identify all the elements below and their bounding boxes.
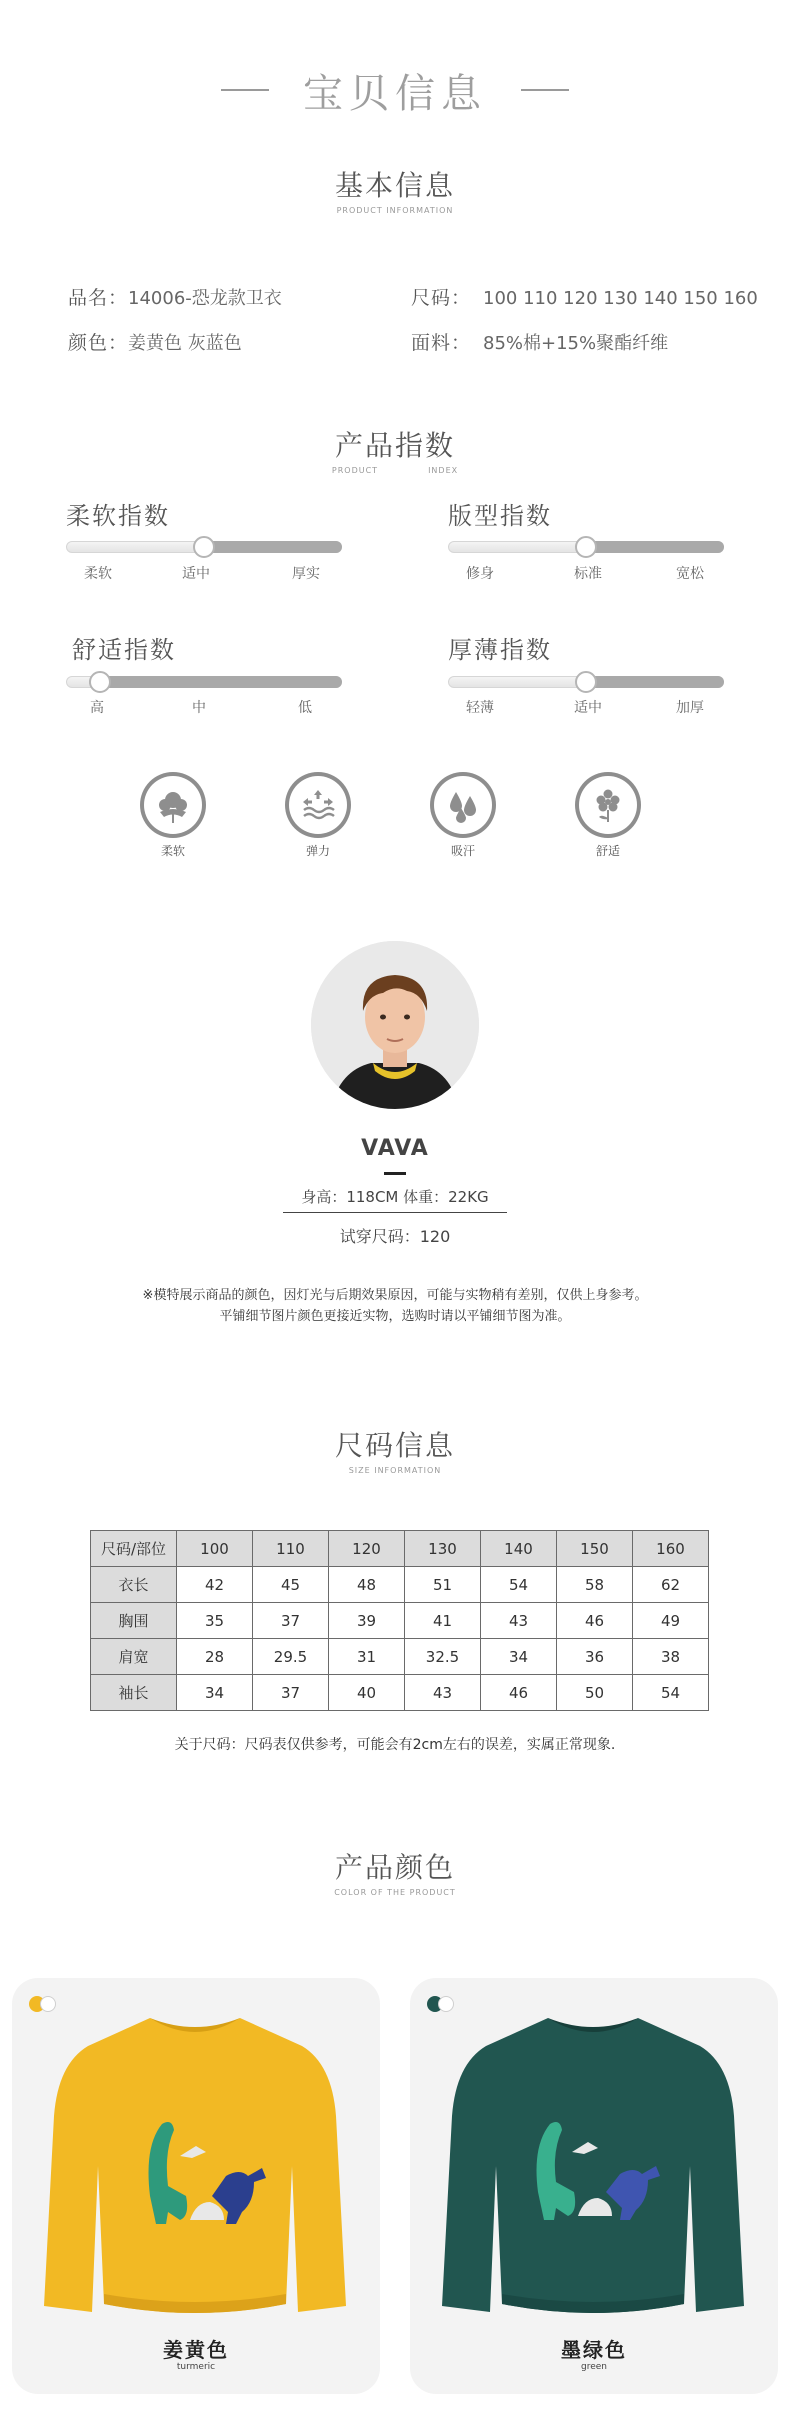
fit-tick-high: 宽松: [676, 566, 704, 582]
softness-tick-mid: 适中: [182, 566, 210, 582]
thickness-slider-knob: [575, 671, 597, 693]
thickness-slider-fill: [586, 676, 724, 688]
table-cell: 46: [481, 1675, 557, 1711]
color-value: 姜黄色 灰蓝色: [128, 333, 242, 354]
color-en-green: green: [581, 2362, 607, 2372]
model-note-2: 平铺细节图片颜色更接近实物，选购时请以平铺细节图为准。: [219, 1309, 571, 1324]
table-row: [91, 1639, 709, 1675]
table-cell: 42: [177, 1567, 253, 1603]
size-table-header-cell: 100: [177, 1531, 253, 1567]
color-label: 颜色：: [68, 332, 129, 354]
table-cell: 36: [557, 1639, 633, 1675]
index-title-en-2: INDEX: [428, 466, 459, 475]
size-label: 尺码：: [411, 287, 472, 309]
feature-sweat-label: 吸汗: [450, 844, 475, 858]
table-cell: 37: [253, 1675, 329, 1711]
table-cell: 41: [405, 1603, 481, 1639]
softness-slider-track: [66, 541, 342, 553]
softness-slider-knob: [193, 536, 215, 558]
model-divider: [283, 1212, 507, 1213]
color-card-green[interactable]: [410, 1978, 778, 2394]
model-name: VAVA: [361, 1136, 429, 1161]
cotton-flower-icon: [140, 772, 206, 838]
table-cell: 衣长: [91, 1567, 177, 1603]
colors-header: [0, 1846, 790, 1897]
fabric-label: 面料：: [411, 332, 472, 354]
fit-slider-knob: [575, 536, 597, 558]
size-value: 100 110 120 130 140 150 160: [483, 288, 758, 309]
model-stats: 身高：118CM 体重：22KG: [301, 1188, 489, 1206]
model-tried-size: 试穿尺码：120: [339, 1227, 451, 1246]
table-cell: 35: [177, 1603, 253, 1639]
size-table-header-cell: 150: [557, 1531, 633, 1567]
size-info-title: 尺码信息: [334, 1429, 455, 1462]
color-name-green: 墨绿色: [561, 2338, 627, 2362]
table-cell: 肩宽: [91, 1639, 177, 1675]
size-table-header-cell: 110: [253, 1531, 329, 1567]
fabric-row: [411, 328, 668, 355]
product-name-label: 品名：: [68, 287, 129, 309]
feature-sweat: [430, 772, 496, 859]
size-table-header-cell: 130: [405, 1531, 481, 1567]
fabric-value: 85%棉+15%聚酯纤维: [483, 333, 669, 354]
color-en-turmeric: turmeric: [176, 2362, 216, 2372]
index-title: 产品指数: [334, 429, 455, 462]
index-header: [0, 424, 790, 475]
title-dash-left: [221, 89, 269, 91]
color-card-turmeric[interactable]: [12, 1978, 380, 2394]
size-table-header-cell: 120: [329, 1531, 405, 1567]
stretch-arrows-icon: [285, 772, 351, 838]
main-title-bar: [0, 60, 790, 120]
table-cell: 34: [177, 1675, 253, 1711]
size-table-header-row: [91, 1531, 709, 1567]
fit-slider-fill: [586, 541, 724, 553]
table-row: [91, 1567, 709, 1603]
thickness-tick-mid: 适中: [574, 700, 602, 716]
feature-comfort: [575, 772, 641, 859]
table-cell: 50: [557, 1675, 633, 1711]
softness-slider-fill: [204, 541, 342, 553]
table-cell: 31: [329, 1639, 405, 1675]
table-cell: 45: [253, 1567, 329, 1603]
comfort-slider-fill: [89, 676, 342, 688]
comfort-tick-low: 低: [298, 700, 312, 716]
index-title-en: [0, 466, 790, 475]
table-cell: 39: [329, 1603, 405, 1639]
comfort-index-title: 舒适指数: [72, 636, 176, 664]
table-cell: 29.5: [253, 1639, 329, 1675]
size-table-header-cell: 尺码/部位: [91, 1531, 177, 1567]
basic-info-title: 基本信息: [334, 169, 455, 202]
table-cell: 胸围: [91, 1603, 177, 1639]
thickness-tick-high: 加厚: [676, 700, 704, 716]
basic-info-title-en: PRODUCT INFORMATION: [336, 206, 454, 215]
product-name-value: 14006-恐龙款卫衣: [128, 288, 282, 309]
size-note: 关于尺码：尺码表仅供参考，可能会有2cm左右的误差，实属正常现象.: [174, 1737, 616, 1753]
fit-tick-mid: 标准: [574, 566, 602, 582]
table-cell: 34: [481, 1639, 557, 1675]
table-row: [91, 1603, 709, 1639]
yellow-sweatshirt-image: [40, 2006, 350, 2326]
comfort-tick-mid: 中: [192, 700, 206, 716]
water-drops-icon: [430, 772, 496, 838]
basic-info-header: [0, 164, 790, 215]
feature-comfort-label: 舒适: [595, 844, 620, 858]
table-cell: 51: [405, 1567, 481, 1603]
table-row: [91, 1675, 709, 1711]
softness-index-title: 柔软指数: [66, 502, 170, 530]
softness-tick-high: 厚实: [292, 566, 320, 582]
model-note-1: ※模特展示商品的颜色，因灯光与后期效果原因，可能与实物稍有差别，仅供上身参考。: [142, 1288, 648, 1303]
thickness-index-title: 厚薄指数: [448, 636, 552, 664]
feature-stretch-label: 弹力: [305, 844, 330, 858]
comfort-slider-track: [66, 676, 342, 688]
comfort-tick-high: 高: [90, 700, 104, 716]
model-avatar: [311, 941, 479, 1109]
comfort-slider-knob: [89, 671, 111, 693]
colors-title: 产品颜色: [334, 1851, 455, 1884]
size-table-header-cell: 140: [481, 1531, 557, 1567]
size-info-header: [0, 1424, 790, 1475]
table-cell: 46: [557, 1603, 633, 1639]
feature-stretch: [285, 772, 351, 859]
table-cell: 37: [253, 1603, 329, 1639]
table-cell: 54: [481, 1567, 557, 1603]
table-cell: 43: [405, 1675, 481, 1711]
colors-title-en: COLOR OF THE PRODUCT: [334, 1888, 456, 1897]
green-sweatshirt-image: [438, 2006, 748, 2326]
thickness-tick-low: 轻薄: [466, 700, 494, 716]
model-name-underline: [384, 1172, 406, 1175]
feature-soft: [140, 772, 206, 859]
table-cell: 袖长: [91, 1675, 177, 1711]
flower-icon: [575, 772, 641, 838]
color-row: [68, 328, 242, 355]
size-table-header-cell: 160: [633, 1531, 709, 1567]
table-cell: 43: [481, 1603, 557, 1639]
table-cell: 40: [329, 1675, 405, 1711]
table-cell: 32.5: [405, 1639, 481, 1675]
page-title: 宝贝信息: [303, 70, 487, 117]
fit-index-title: 版型指数: [448, 502, 552, 530]
color-name-turmeric: 姜黄色: [163, 2338, 229, 2362]
size-table: [90, 1530, 709, 1711]
table-cell: 54: [633, 1675, 709, 1711]
feature-soft-label: 柔软: [160, 844, 185, 858]
table-cell: 28: [177, 1639, 253, 1675]
fit-tick-low: 修身: [466, 566, 494, 582]
title-dash-right: [521, 89, 569, 91]
index-title-en-1: PRODUCT: [331, 466, 379, 475]
fit-slider-track: [448, 541, 724, 553]
table-cell: 38: [633, 1639, 709, 1675]
table-cell: 48: [329, 1567, 405, 1603]
table-cell: 58: [557, 1567, 633, 1603]
product-name-row: [68, 283, 282, 310]
thickness-slider-track: [448, 676, 724, 688]
softness-tick-low: 柔软: [84, 566, 112, 582]
table-cell: 62: [633, 1567, 709, 1603]
size-row: [411, 283, 758, 310]
size-info-title-en: SIZE INFORMATION: [348, 1466, 442, 1475]
table-cell: 49: [633, 1603, 709, 1639]
